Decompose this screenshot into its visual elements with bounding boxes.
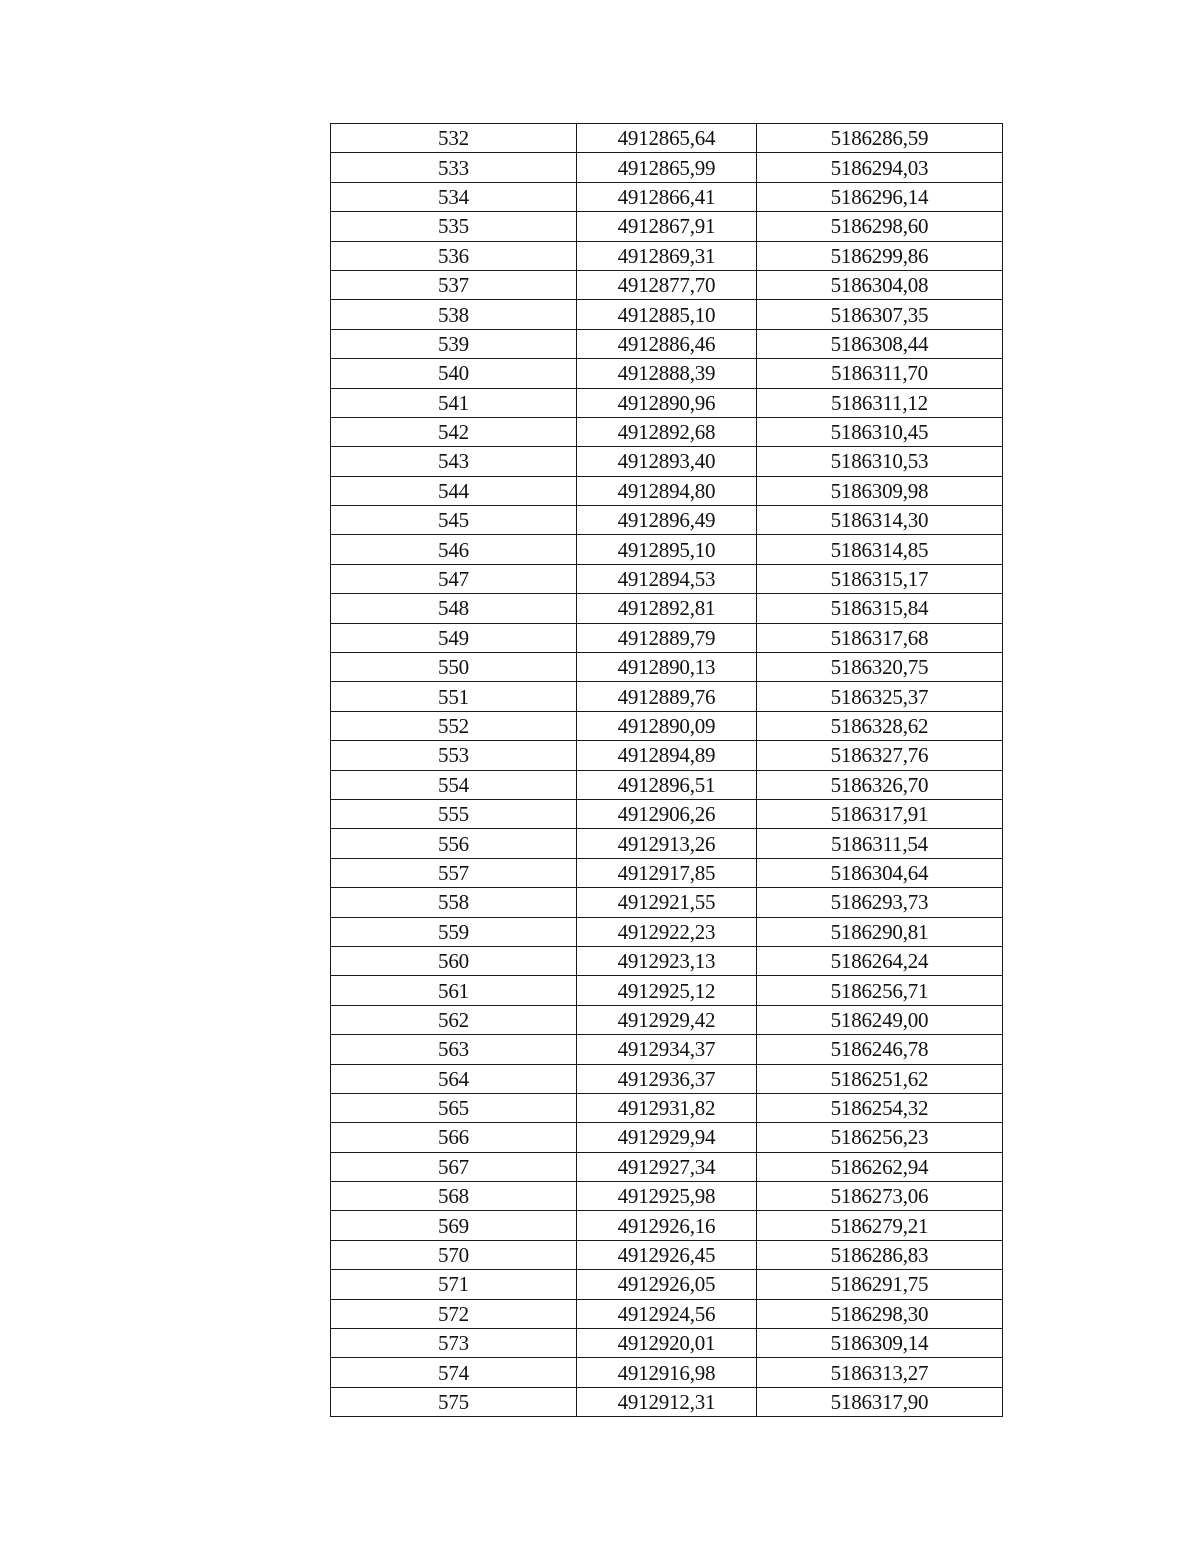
y-coordinate-cell: 5186311,54 [757,829,1003,858]
y-coordinate-cell: 5186311,70 [757,359,1003,388]
point-number-cell: 551 [331,682,577,711]
table-row [331,506,1003,535]
point-number-cell: 566 [331,1123,577,1152]
x-coordinate-cell: 4912926,05 [577,1270,757,1299]
x-coordinate-cell: 4912913,26 [577,829,757,858]
table-row [331,447,1003,476]
point-number-cell: 560 [331,946,577,975]
table-row [331,1387,1003,1416]
table-row [331,417,1003,446]
table-row [331,976,1003,1005]
table-row [331,1299,1003,1328]
point-number-cell: 563 [331,1035,577,1064]
point-number-cell: 570 [331,1240,577,1269]
point-number-cell: 569 [331,1211,577,1240]
y-coordinate-cell: 5186309,98 [757,476,1003,505]
y-coordinate-cell: 5186286,83 [757,1240,1003,1269]
y-coordinate-cell: 5186291,75 [757,1270,1003,1299]
table-row [331,770,1003,799]
y-coordinate-cell: 5186315,84 [757,594,1003,623]
table-row [331,1358,1003,1387]
point-number-cell: 546 [331,535,577,564]
point-number-cell: 556 [331,829,577,858]
table-row [331,1005,1003,1034]
point-number-cell: 553 [331,741,577,770]
table-row [331,1035,1003,1064]
table-row [331,1211,1003,1240]
table-row [331,653,1003,682]
point-number-cell: 567 [331,1152,577,1181]
x-coordinate-cell: 4912892,68 [577,417,757,446]
x-coordinate-cell: 4912877,70 [577,270,757,299]
x-coordinate-cell: 4912890,13 [577,653,757,682]
y-coordinate-cell: 5186307,35 [757,300,1003,329]
table-row [331,623,1003,652]
x-coordinate-cell: 4912890,09 [577,711,757,740]
point-number-cell: 572 [331,1299,577,1328]
x-coordinate-cell: 4912929,42 [577,1005,757,1034]
table-row [331,476,1003,505]
x-coordinate-cell: 4912921,55 [577,888,757,917]
point-number-cell: 544 [331,476,577,505]
x-coordinate-cell: 4912920,01 [577,1329,757,1358]
x-coordinate-cell: 4912934,37 [577,1035,757,1064]
y-coordinate-cell: 5186296,14 [757,182,1003,211]
x-coordinate-cell: 4912888,39 [577,359,757,388]
point-number-cell: 537 [331,270,577,299]
table-row [331,1064,1003,1093]
table-row [331,182,1003,211]
table-row [331,858,1003,887]
point-number-cell: 547 [331,564,577,593]
table-row [331,1270,1003,1299]
x-coordinate-cell: 4912896,49 [577,506,757,535]
table-row [331,564,1003,593]
y-coordinate-cell: 5186249,00 [757,1005,1003,1034]
point-number-cell: 568 [331,1182,577,1211]
point-number-cell: 550 [331,653,577,682]
y-coordinate-cell: 5186317,90 [757,1387,1003,1416]
table-row [331,212,1003,241]
y-coordinate-cell: 5186308,44 [757,329,1003,358]
table-row [331,124,1003,153]
x-coordinate-cell: 4912886,46 [577,329,757,358]
table-row [331,388,1003,417]
table-row [331,1152,1003,1181]
y-coordinate-cell: 5186325,37 [757,682,1003,711]
y-coordinate-cell: 5186311,12 [757,388,1003,417]
x-coordinate-cell: 4912894,89 [577,741,757,770]
y-coordinate-cell: 5186290,81 [757,917,1003,946]
y-coordinate-cell: 5186256,23 [757,1123,1003,1152]
table-row [331,329,1003,358]
x-coordinate-cell: 4912936,37 [577,1064,757,1093]
x-coordinate-cell: 4912889,79 [577,623,757,652]
point-number-cell: 561 [331,976,577,1005]
y-coordinate-cell: 5186310,53 [757,447,1003,476]
x-coordinate-cell: 4912895,10 [577,535,757,564]
y-coordinate-cell: 5186246,78 [757,1035,1003,1064]
x-coordinate-cell: 4912912,31 [577,1387,757,1416]
point-number-cell: 535 [331,212,577,241]
y-coordinate-cell: 5186304,08 [757,270,1003,299]
table-row [331,241,1003,270]
coordinates-table-body [331,124,1003,1417]
point-number-cell: 542 [331,417,577,446]
y-coordinate-cell: 5186256,71 [757,976,1003,1005]
table-row [331,711,1003,740]
y-coordinate-cell: 5186264,24 [757,946,1003,975]
x-coordinate-cell: 4912906,26 [577,799,757,828]
x-coordinate-cell: 4912931,82 [577,1093,757,1122]
y-coordinate-cell: 5186262,94 [757,1152,1003,1181]
x-coordinate-cell: 4912926,16 [577,1211,757,1240]
x-coordinate-cell: 4912927,34 [577,1152,757,1181]
y-coordinate-cell: 5186254,32 [757,1093,1003,1122]
point-number-cell: 532 [331,124,577,153]
x-coordinate-cell: 4912923,13 [577,946,757,975]
table-row [331,270,1003,299]
x-coordinate-cell: 4912922,23 [577,917,757,946]
x-coordinate-cell: 4912917,85 [577,858,757,887]
point-number-cell: 557 [331,858,577,887]
x-coordinate-cell: 4912889,76 [577,682,757,711]
point-number-cell: 558 [331,888,577,917]
x-coordinate-cell: 4912892,81 [577,594,757,623]
table-row [331,594,1003,623]
y-coordinate-cell: 5186279,21 [757,1211,1003,1240]
table-row [331,1123,1003,1152]
table-row [331,1182,1003,1211]
y-coordinate-cell: 5186304,64 [757,858,1003,887]
table-row [331,682,1003,711]
point-number-cell: 548 [331,594,577,623]
x-coordinate-cell: 4912893,40 [577,447,757,476]
x-coordinate-cell: 4912890,96 [577,388,757,417]
point-number-cell: 562 [331,1005,577,1034]
y-coordinate-cell: 5186294,03 [757,153,1003,182]
table-row [331,946,1003,975]
point-number-cell: 552 [331,711,577,740]
point-number-cell: 540 [331,359,577,388]
x-coordinate-cell: 4912926,45 [577,1240,757,1269]
y-coordinate-cell: 5186293,73 [757,888,1003,917]
point-number-cell: 539 [331,329,577,358]
point-number-cell: 575 [331,1387,577,1416]
point-number-cell: 543 [331,447,577,476]
y-coordinate-cell: 5186273,06 [757,1182,1003,1211]
x-coordinate-cell: 4912869,31 [577,241,757,270]
y-coordinate-cell: 5186299,86 [757,241,1003,270]
y-coordinate-cell: 5186315,17 [757,564,1003,593]
x-coordinate-cell: 4912885,10 [577,300,757,329]
point-number-cell: 536 [331,241,577,270]
point-number-cell: 534 [331,182,577,211]
x-coordinate-cell: 4912896,51 [577,770,757,799]
point-number-cell: 555 [331,799,577,828]
table-row [331,1329,1003,1358]
x-coordinate-cell: 4912865,99 [577,153,757,182]
y-coordinate-cell: 5186309,14 [757,1329,1003,1358]
table-row [331,799,1003,828]
point-number-cell: 545 [331,506,577,535]
y-coordinate-cell: 5186317,68 [757,623,1003,652]
y-coordinate-cell: 5186328,62 [757,711,1003,740]
y-coordinate-cell: 5186298,30 [757,1299,1003,1328]
y-coordinate-cell: 5186326,70 [757,770,1003,799]
table-row [331,359,1003,388]
table-row [331,917,1003,946]
y-coordinate-cell: 5186327,76 [757,741,1003,770]
x-coordinate-cell: 4912867,91 [577,212,757,241]
table-row [331,153,1003,182]
y-coordinate-cell: 5186286,59 [757,124,1003,153]
coordinates-table [330,123,1003,1417]
point-number-cell: 533 [331,153,577,182]
point-number-cell: 565 [331,1093,577,1122]
x-coordinate-cell: 4912929,94 [577,1123,757,1152]
point-number-cell: 541 [331,388,577,417]
point-number-cell: 564 [331,1064,577,1093]
y-coordinate-cell: 5186310,45 [757,417,1003,446]
table-row [331,1240,1003,1269]
point-number-cell: 559 [331,917,577,946]
x-coordinate-cell: 4912925,98 [577,1182,757,1211]
x-coordinate-cell: 4912894,53 [577,564,757,593]
table-row [331,829,1003,858]
point-number-cell: 573 [331,1329,577,1358]
point-number-cell: 549 [331,623,577,652]
x-coordinate-cell: 4912924,56 [577,1299,757,1328]
y-coordinate-cell: 5186314,85 [757,535,1003,564]
x-coordinate-cell: 4912894,80 [577,476,757,505]
y-coordinate-cell: 5186298,60 [757,212,1003,241]
y-coordinate-cell: 5186313,27 [757,1358,1003,1387]
y-coordinate-cell: 5186320,75 [757,653,1003,682]
x-coordinate-cell: 4912865,64 [577,124,757,153]
table-row [331,741,1003,770]
y-coordinate-cell: 5186317,91 [757,799,1003,828]
x-coordinate-cell: 4912916,98 [577,1358,757,1387]
table-row [331,535,1003,564]
point-number-cell: 574 [331,1358,577,1387]
point-number-cell: 554 [331,770,577,799]
x-coordinate-cell: 4912866,41 [577,182,757,211]
point-number-cell: 538 [331,300,577,329]
y-coordinate-cell: 5186251,62 [757,1064,1003,1093]
y-coordinate-cell: 5186314,30 [757,506,1003,535]
table-row [331,888,1003,917]
x-coordinate-cell: 4912925,12 [577,976,757,1005]
table-row [331,300,1003,329]
table-row [331,1093,1003,1122]
point-number-cell: 571 [331,1270,577,1299]
